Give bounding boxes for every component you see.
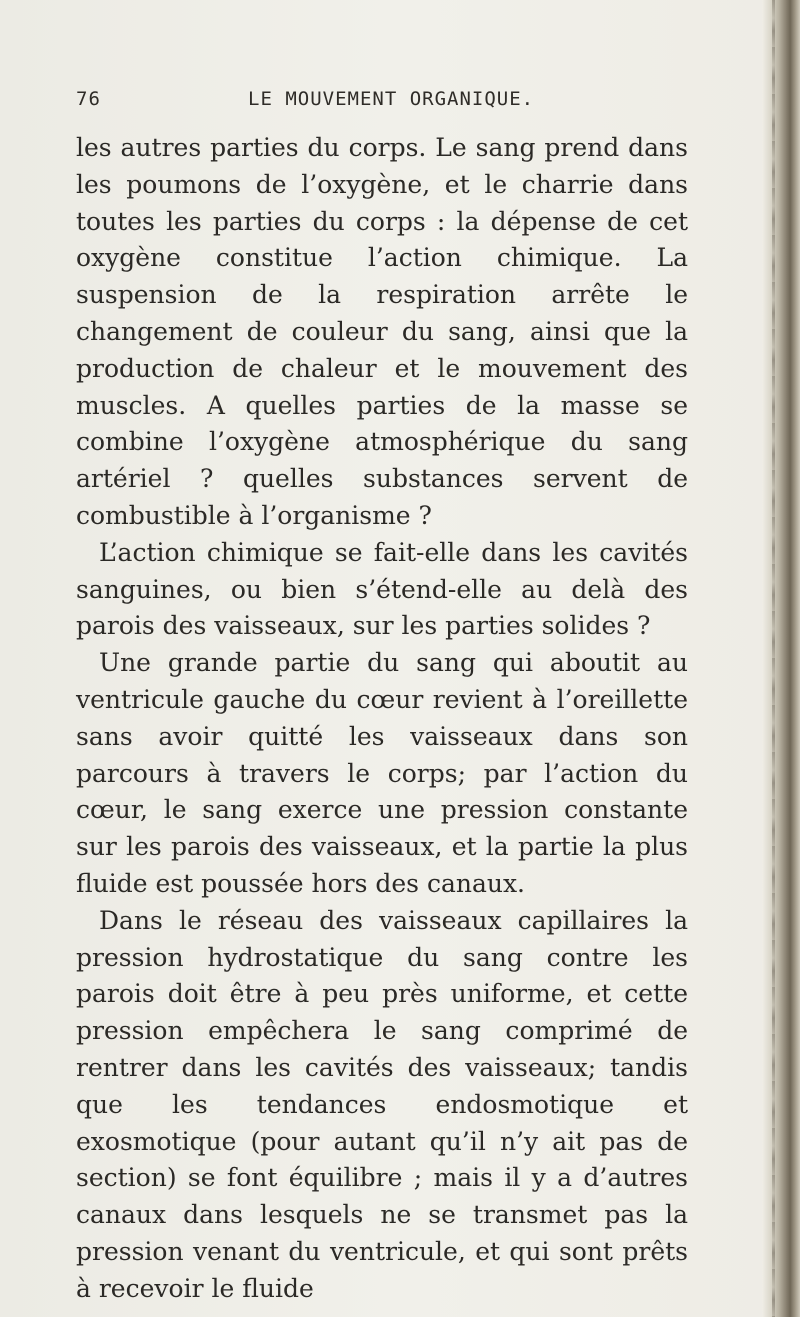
paragraph-3: Une grande partie du sang qui aboutit au ventricule gauche du cœur revient à l’oreillette sans avoir quitté les vaisseaux dans son parcours à travers le corps; par l’action du cœur, le sang exerce une pression constante sur les parois des vaisseaux, et la partie la plus fluide est poussée hors des canaux. [76,648,688,898]
page-number: 76 [76,88,101,110]
paragraph-2: L’action chimique se fait-elle dans les cavités sanguines, ou bien s’étend-elle au delà des parois des vaisseaux, sur les parties solides ? [76,537,688,641]
running-title: LE MOUVEMENT ORGANIQUE. [248,88,535,110]
page-header [76,88,688,118]
paragraph-4: Dans le réseau des vaisseaux capillaires la pression hydrostatique du sang contre les parois doit être à peu près uniforme, et cette pression empêchera le sang comprimé de rentrer dans les cavités des vaisseaux; tandis que les tendances endosmotique et exosmotique (pour autant qu’il n’y ait pas de section) se font équilibre ; mais il y a d’autres canaux dans lesquels ne se transmet pas la pression venant du ventricule, et qui sont prêts à recevoir le fluide [76,905,688,1303]
body-text [76,130,688,1308]
paragraph-1: les autres parties du corps. Le sang prend dans les poumons de l’oxygène, et le charrie dans toutes les parties du corps : la dépense de cet oxygène constitue l’action chimique. La suspension de la respiration arrête le changement de couleur du sang, ainsi que la production de chaleur et le mouvement des muscles. A quelles parties de la masse se combine l’oxygène atmosphérique du sang artériel ? quelles substances servent de combustible à l’organisme ? [76,133,688,530]
page-binding-edge [762,0,800,1317]
